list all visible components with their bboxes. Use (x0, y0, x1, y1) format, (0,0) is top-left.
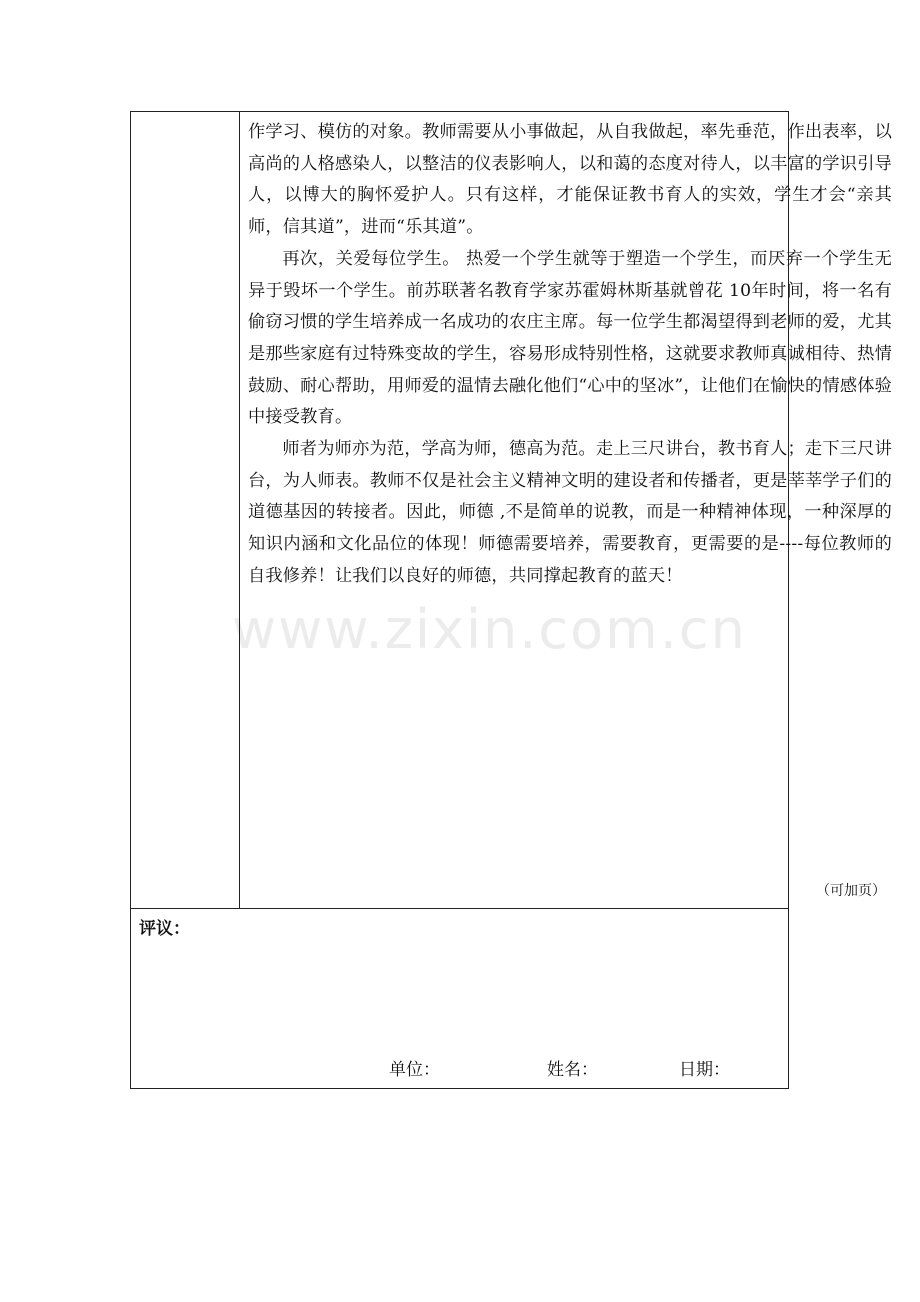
essay-body-cell (241, 112, 898, 908)
date-label: 日期： (679, 1060, 730, 1080)
unit-label: 单位： (389, 1060, 440, 1080)
name-label: 姓名： (547, 1060, 598, 1080)
paragraph-1: 作学习、模仿的对象。教师需要从小事做起，从自我做起，率先垂范，作出表率，以高尚的人格感染人，以整洁的仪表影响人，以和蔼的态度对待人，以丰富的学识引导人，以博大的胸怀爱护人。只有这样，才能保证教书育人的实效，学生才会“亲其师，信其道”，进而“乐其道”。 (248, 122, 892, 238)
watermark: www.zixin.com.cn (232, 598, 747, 661)
add-page-note: （可加页） (816, 883, 886, 899)
content-row (131, 112, 892, 909)
empty-label-cell (131, 112, 240, 908)
review-row (131, 909, 788, 1089)
review-label: 评议： (139, 919, 190, 939)
paragraph-3: 师者为师亦为范，学高为师，德高为范。走上三尺讲台，教书育人；走下三尺讲台，为人师表。教师不仅是社会主义精神文明的建设者和传播者，更是莘莘学子们的道德基因的转接者。因此，师德 ,不是简单的说教，而是一种精神体现，一种深厚的知识内涵和文化品位的体现！师德需要培养，需要教育，更需要的是----每位教师的自我修养！让我们以良好的师德，共同撑起教育的蓝天！ (248, 439, 892, 586)
form-table (130, 111, 892, 1089)
paragraph-2: 再次，关爱每位学生。 热爱一个学生就等于塑造一个学生，而厌弃一个学生无异于毁坏一个学生。前苏联著名教育学家苏霍姆林斯基就曾花 10年时间，将一名有偷窃习惯的学生培养成一名成功的农庄主席。每一位学生都渴望得到老师的爱，尤其是那些家庭有过特殊变故的学生，容易形成特别性格，这就要求教师真诚相待、热情鼓励、耐心帮助，用师爱的温情去融化他们“心中的坚冰”，让他们在愉快的情感体验中接受教育。 (248, 248, 892, 428)
